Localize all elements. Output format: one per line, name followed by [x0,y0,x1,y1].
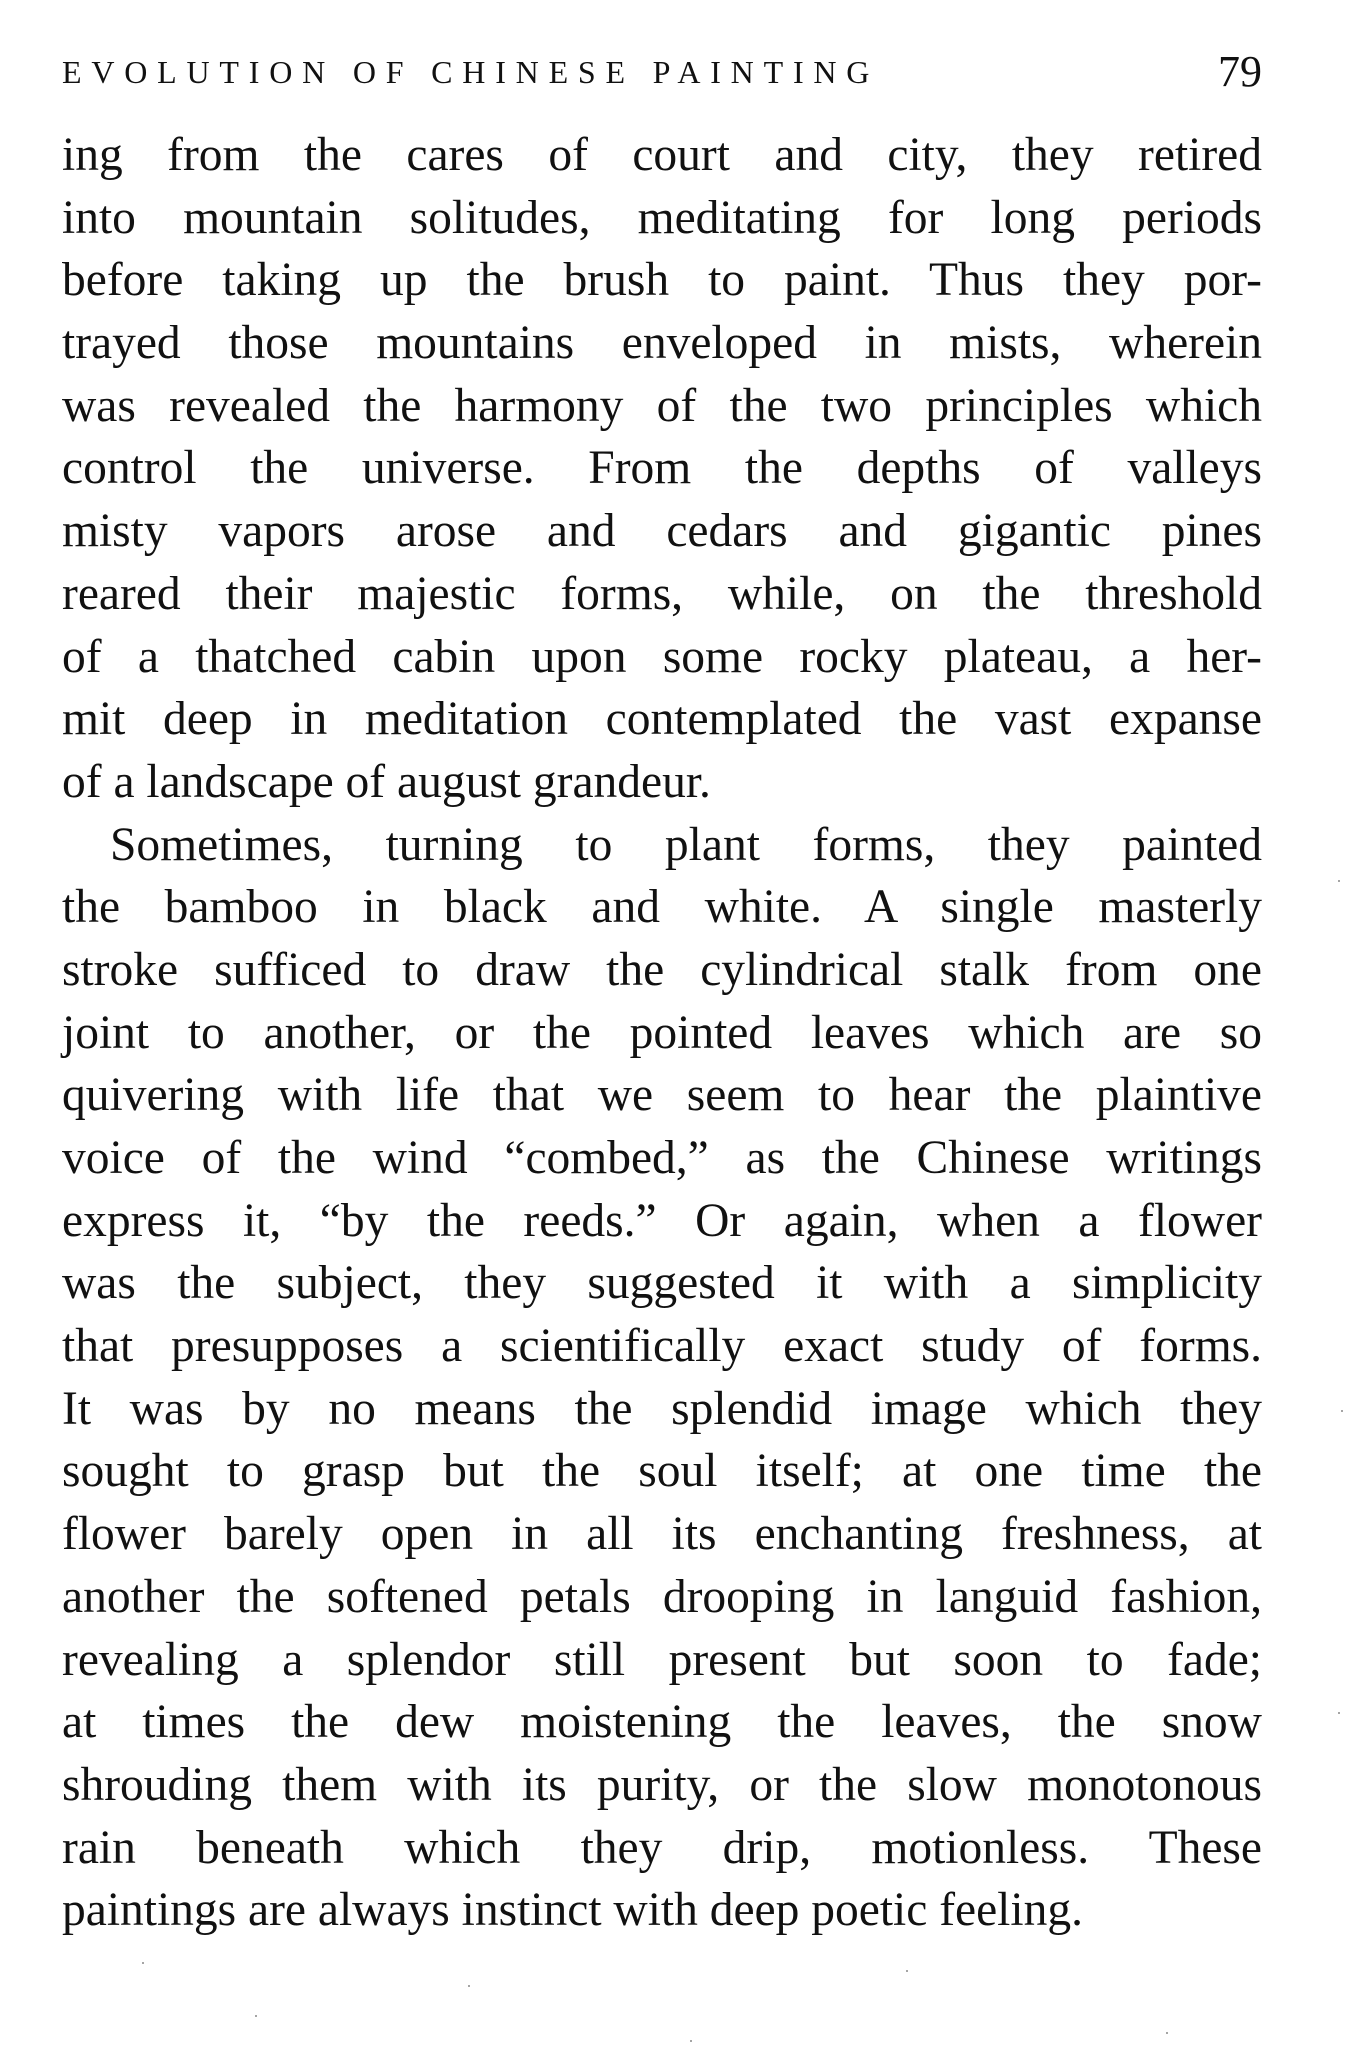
scan-speck [1338,880,1340,882]
text-line: was the subject, they suggested it with a simplicity [62,1257,1262,1310]
paragraph-2 [62,814,1262,1942]
text-line: that presupposes a scientifically exact study of forms. [62,1320,1262,1373]
scan-speck [468,1985,470,1987]
running-title: EVOLUTION OF CHINESE PAINTING [62,54,880,90]
text-line: Sometimes, turning to plant forms, they painted [110,818,1262,871]
scan-speck [255,2015,257,2017]
body-text [62,124,1262,1942]
text-line: into mountain solitudes, meditating for long periods [62,191,1262,244]
paragraph-1 [62,124,1262,814]
text-line: rain beneath which they drip, motionless. These [62,1821,1262,1874]
scan-speck [1166,2032,1168,2034]
text-line: paintings are always instinct with deep poetic feeling. [62,1884,1083,1937]
text-line: of a landscape of august grandeur. [62,755,711,808]
text-line: trayed those mountains enveloped in mists, wherein [62,317,1262,370]
text-line: another the softened petals drooping in languid fashion, [62,1570,1262,1623]
text-line: ing from the cares of court and city, they retired [62,129,1262,181]
text-line: before taking up the brush to paint. Thus they por- [62,254,1262,307]
scan-speck [142,1962,144,1964]
text-line: reared their majestic forms, while, on the threshold [62,567,1262,620]
scan-speck [690,2040,692,2042]
page-number: 79 [1218,47,1262,96]
text-line: of a thatched cabin upon some rocky plateau, a her- [62,630,1262,683]
text-line: control the universe. From the depths of valleys [62,442,1262,495]
text-line: It was by no means the splendid image which they [62,1382,1262,1435]
text-line: quivering with life that we seem to hear the plaintive [62,1069,1262,1122]
text-line: misty vapors arose and cedars and gigantic pines [62,505,1262,558]
text-line: at times the dew moistening the leaves, the snow [62,1696,1262,1749]
text-line: flower barely open in all its enchanting freshness, at [62,1508,1262,1561]
book-page [62,0,1262,2066]
text-line: sought to grasp but the soul itself; at one time the [62,1445,1262,1498]
scan-speck [1341,1410,1343,1412]
running-head [62,42,1262,102]
text-line: express it, “by the reeds.” Or again, when a flower [62,1194,1262,1247]
text-line: mit deep in meditation contemplated the vast expanse [62,693,1262,746]
text-line: voice of the wind “combed,” as the Chinese writings [62,1132,1262,1184]
scan-speck [906,1970,908,1972]
scan-speck [1338,1712,1340,1714]
text-line: revealing a splendor still present but soon to fade; [62,1633,1262,1686]
text-line: joint to another, or the pointed leaves which are so [62,1006,1262,1059]
text-line: was revealed the harmony of the two principles which [62,379,1262,432]
text-line: shrouding them with its purity, or the slow monotonous [62,1758,1262,1811]
text-line: stroke sufficed to draw the cylindrical stalk from one [62,943,1262,996]
text-line: the bamboo in black and white. A single masterly [62,881,1262,934]
